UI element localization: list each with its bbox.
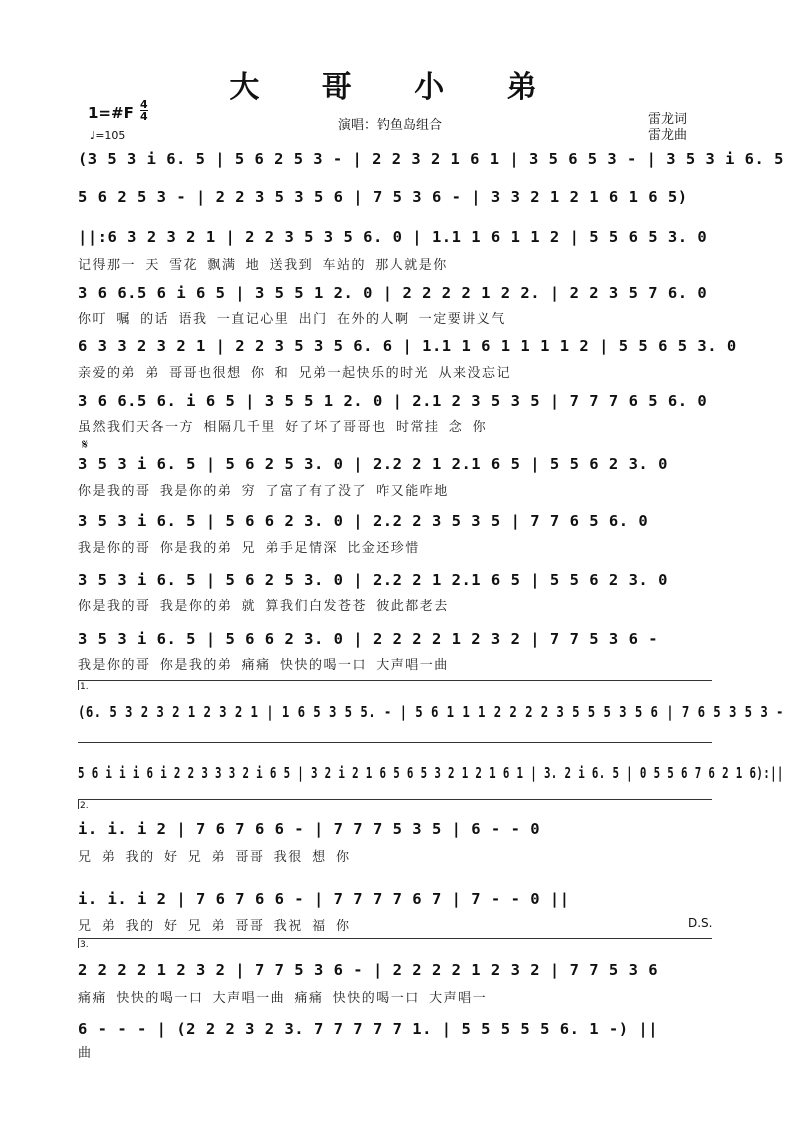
segno-mark: 𝄋 <box>82 437 89 453</box>
dal-segno-mark: D.S. <box>688 916 713 930</box>
score-line-4-lyrics: 你叮 嘱 的话 语我 一直记心里 出门 在外的人啊 一定要讲义气 <box>78 312 506 327</box>
score-line-3-lyrics: 记得那一 天 雪花 飘满 地 送我到 车站的 那人就是你 <box>78 258 448 273</box>
score-line-16-notes: 6 - - - | (2 2 2 3 2 3. 7 7 7 7 7 1. | 5 5 5 5 5 6. 1 -) || <box>78 1020 659 1038</box>
time-numerator: 4 <box>140 98 148 111</box>
score-line-10-notes: 3 5 3 i 6. 5 | 5 6 6 2 3. 0 | 2 2 2 2 1 2 3 2 | 7 7 5 3 6 - <box>78 630 659 648</box>
score-line-6-lyrics: 虽然我们天各一方 相隔几千里 好了坏了哥哥也 时常挂 念 你 <box>78 420 488 435</box>
volta-1-label: 1. <box>80 682 89 692</box>
singer-credit: 演唱：钓鱼岛组合 <box>338 118 443 133</box>
score-line-7-lyrics: 你是我的哥 我是你的弟 穷 了富了有了没了 咋又能咋地 <box>78 484 449 499</box>
lyricist-credit: 雷龙词 <box>648 112 688 127</box>
score-line-16-lyrics: 曲 <box>78 1046 93 1061</box>
song-title: 大 哥 小 弟 <box>229 70 563 105</box>
score-line-9-notes: 3 5 3 i 6. 5 | 5 6 2 5 3. 0 | 2.2 2 1 2.1 6 5 | 5 5 6 2 3. 0 <box>78 571 668 589</box>
score-line-12-notes: 5 6 i i i 6 i 2 2 3 3 3 2 i 6 5 | 3 2 i 2 1 6 5 6 5 3 2 1 2 1 6 1 | 3. 2 i 6. 5 | 0 5 5 6 7 6 2 1 6):|| <box>78 764 784 782</box>
score-line-15-notes: 2 2 2 2 1 2 3 2 | 7 7 5 3 6 - | 2 2 2 2 1 2 3 2 | 7 7 5 3 6 <box>78 961 659 979</box>
volta-3-tick <box>78 938 79 948</box>
score-line-14-lyrics: 兄 弟 我的 好 兄 弟 哥哥 我祝 福 你 <box>78 919 351 934</box>
score-line-10-lyrics: 我是你的哥 你是我的弟 痛痛 快快的喝一口 大声唱一曲 <box>78 658 449 673</box>
score-line-5-lyrics: 亲爱的弟 弟 哥哥也很想 你 和 兄弟一起快乐的时光 从来没忘记 <box>78 366 511 381</box>
volta-3-bracket <box>78 938 712 939</box>
score-line-15-lyrics: 痛痛 快快的喝一口 大声唱一曲 痛痛 快快的喝一口 大声唱一 <box>78 991 488 1006</box>
key-signature: 1=#F <box>88 104 134 122</box>
volta-1-bracket <box>78 680 712 681</box>
score-line-9-lyrics: 你是我的哥 我是你的弟 就 算我们白发苍苍 彼此都老去 <box>78 599 449 614</box>
time-denominator: 4 <box>140 110 148 123</box>
score-line-3-notes: ||:6 3 2 3 2 1 | 2 2 3 5 3 5 6. 0 | 1.1 1 6 1 1 2 | 5 5 6 5 3. 0 <box>78 228 708 246</box>
score-line-8-notes: 3 5 3 i 6. 5 | 5 6 6 2 3. 0 | 2.2 2 3 5 3 5 | 7 7 6 5 6. 0 <box>78 512 649 530</box>
score-line-5-notes: 6 3 3 2 3 2 1 | 2 2 3 5 3 5 6. 6 | 1.1 1 6 1 1 1 1 2 | 5 5 6 5 3. 0 <box>78 337 737 355</box>
volta-3-label: 3. <box>80 940 89 950</box>
score-line-1-notes: (3 5 3 i 6. 5 | 5 6 2 5 3 - | 2 2 3 2 1 6 1 | 3 5 6 5 3 - | 3 5 3 i 6. 5 <box>78 150 784 168</box>
score-line-8-lyrics: 我是你的哥 你是我的弟 兄 弟手足情深 比金还珍惜 <box>78 541 420 556</box>
volta-2-tick <box>78 799 79 809</box>
score-line-13-notes: i. i. i 2 | 7 6 7 6 6 - | 7 7 7 5 3 5 | 6 - - 0 <box>78 820 541 838</box>
volta-2-label: 2. <box>80 801 89 811</box>
score-line-4-notes: 3 6 6.5 6 i 6 5 | 3 5 5 1 2. 0 | 2 2 2 2 1 2 2. | 2 2 3 5 7 6. 0 <box>78 284 708 302</box>
score-line-6-notes: 3 6 6.5 6. i 6 5 | 3 5 5 1 2. 0 | 2.1 2 3 5 3 5 | 7 7 7 6 5 6. 0 <box>78 392 708 410</box>
tempo-mark: ♩=105 <box>90 129 126 142</box>
volta-2-bracket <box>78 799 712 800</box>
score-line-7-notes: 3 5 3 i 6. 5 | 5 6 2 5 3. 0 | 2.2 2 1 2.1 6 5 | 5 5 6 2 3. 0 <box>78 455 668 473</box>
score-line-2-notes: 5 6 2 5 3 - | 2 2 3 5 3 5 6 | 7 5 3 6 - | 3 3 2 1 2 1 6 1 6 5) <box>78 188 688 206</box>
time-signature <box>140 99 148 122</box>
volta-1-tick <box>78 680 79 690</box>
score-line-11-notes: (6. 5 3 2 3 2 1 2 3 2 1 | 1 6 5 3 5 5. - | 5 6 1 1 1 2 2 2 2 3 5 5 5 3 5 6 | 7 6 5 3 5 3 - <box>78 703 784 721</box>
volta-1-continuation <box>78 742 712 743</box>
score-line-13-lyrics: 兄 弟 我的 好 兄 弟 哥哥 我很 想 你 <box>78 850 351 865</box>
composer-credit: 雷龙曲 <box>648 128 688 143</box>
score-line-14-notes: i. i. i 2 | 7 6 7 6 6 - | 7 7 7 7 6 7 | 7 - - 0 || <box>78 890 570 908</box>
